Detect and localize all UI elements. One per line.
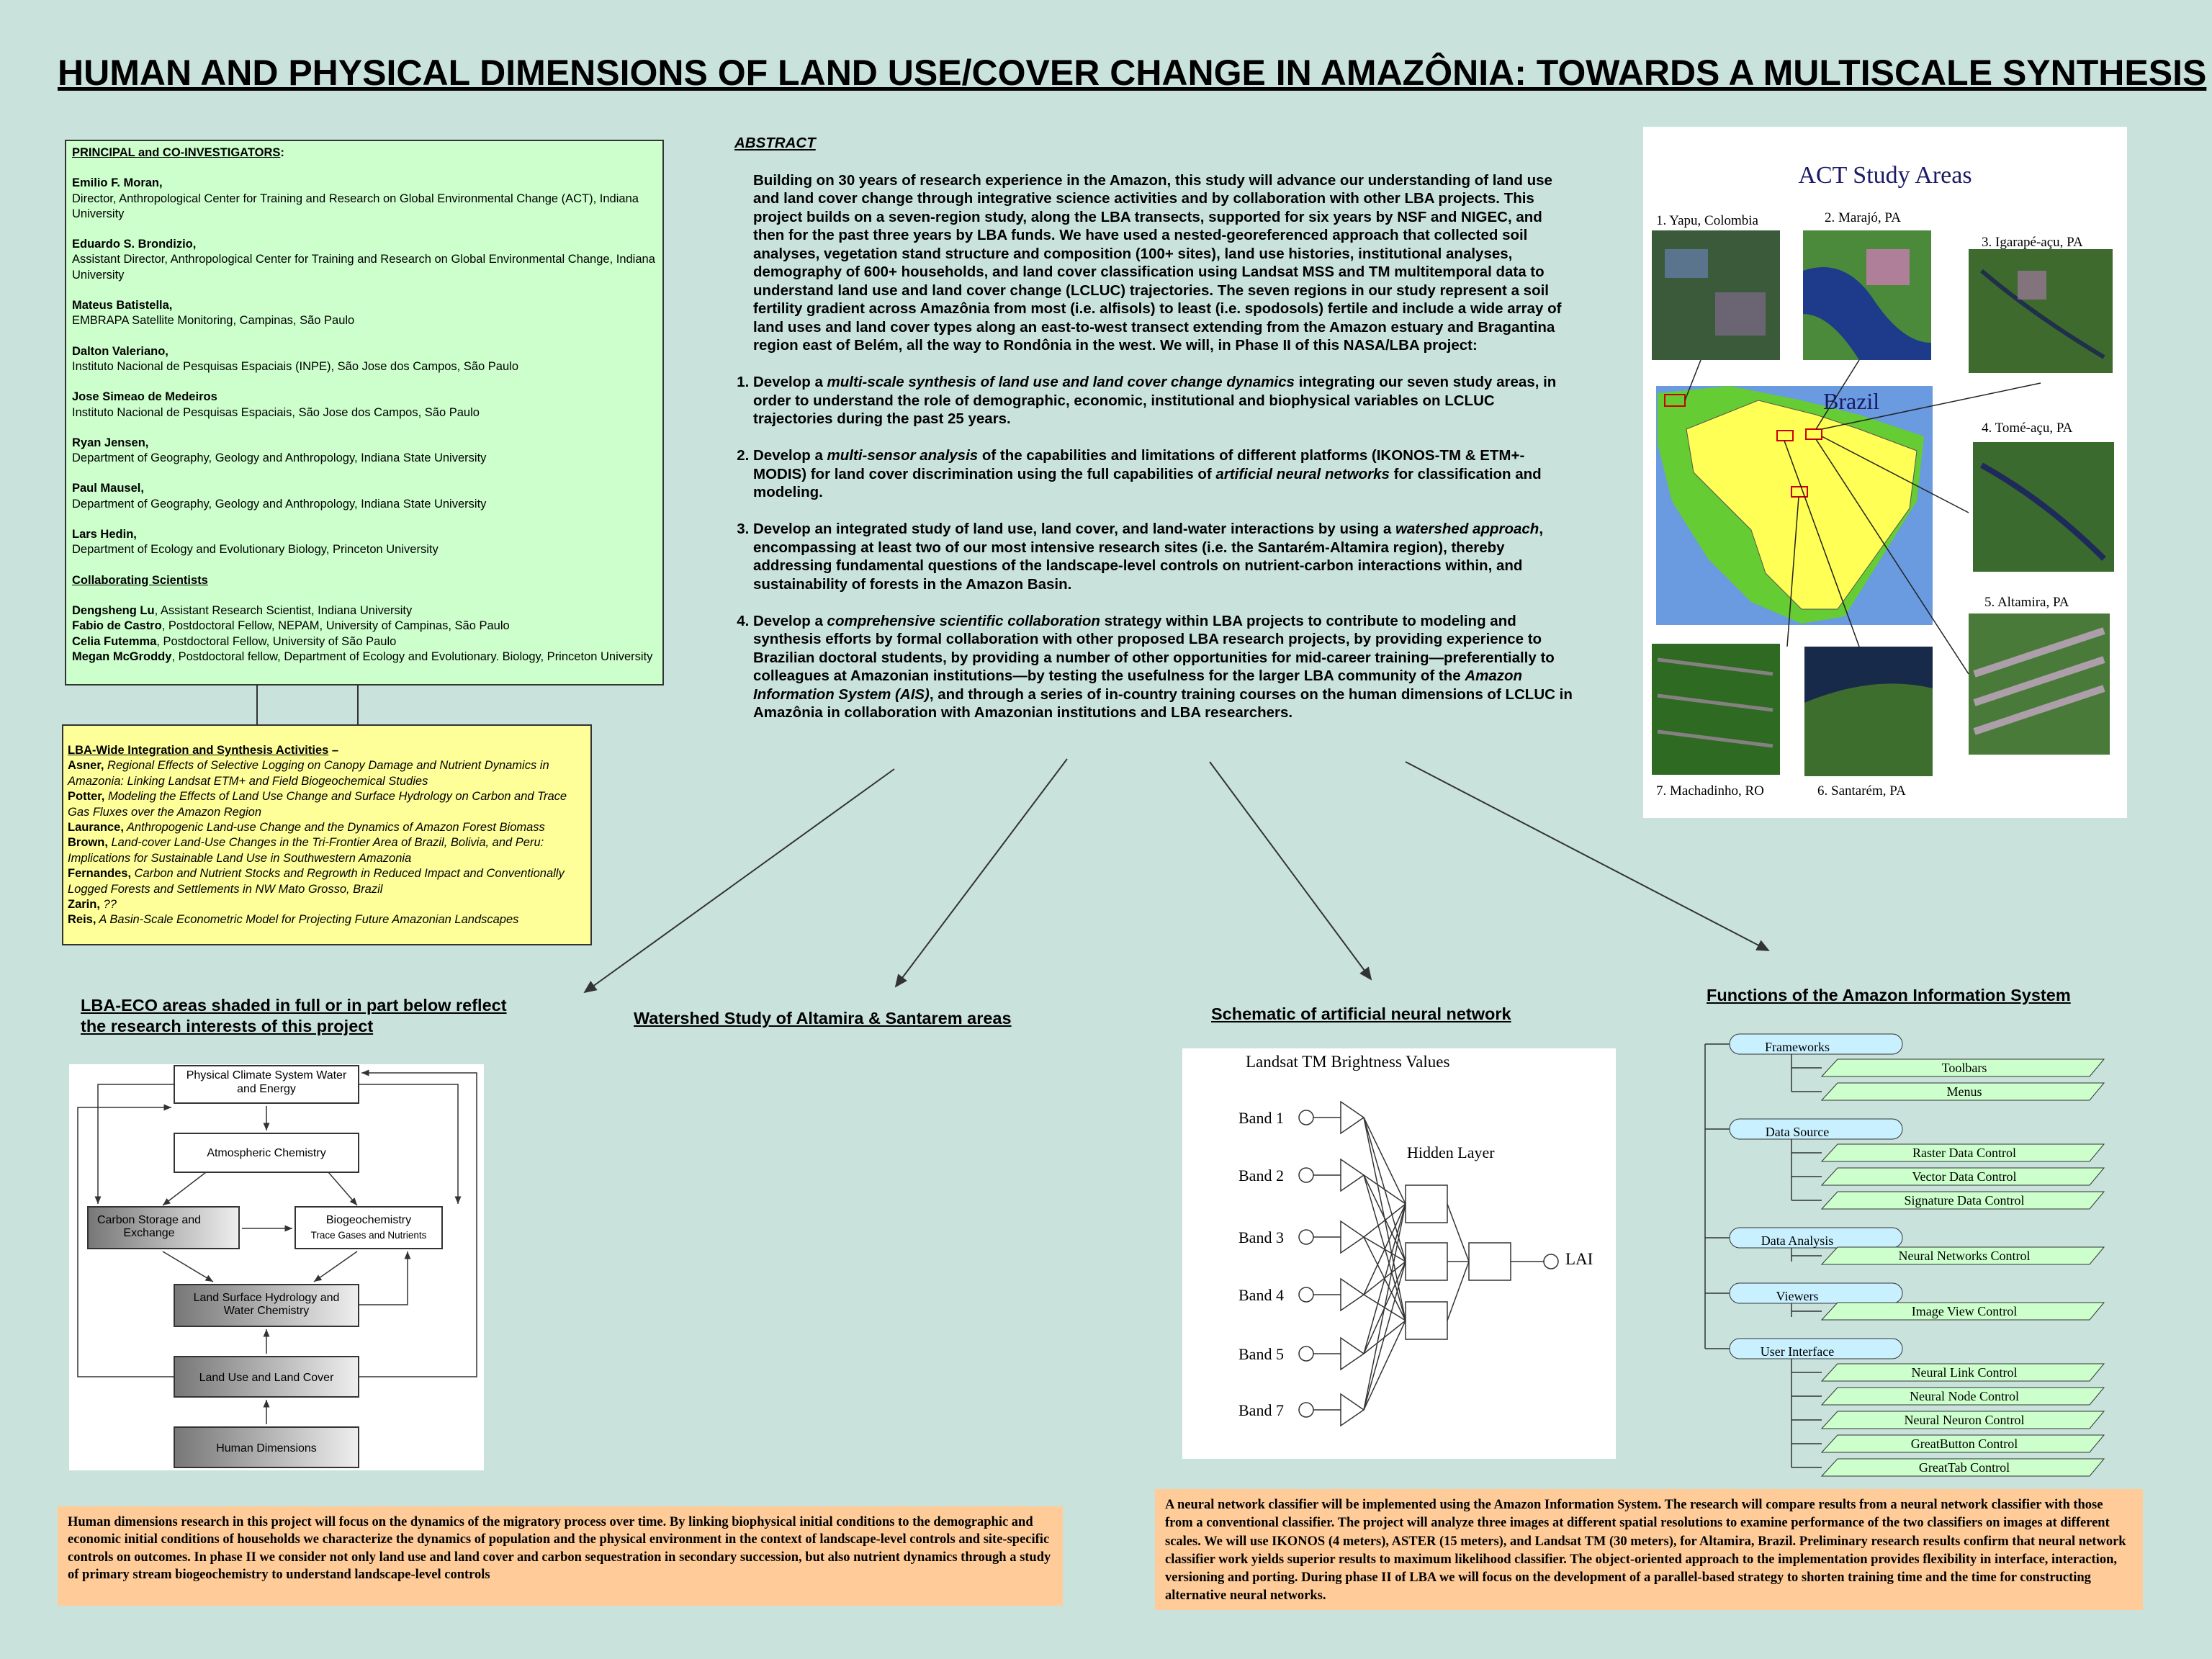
lba-list: [68, 758, 586, 927]
lba-eco-heading: LBA-ECO areas shaded in full or in part below reflect the research interests of this project: [81, 996, 507, 1035]
map-country-label: Brazil: [1823, 388, 1880, 414]
lba-item-title: Land-cover Land-Use Changes in the Tri-Frontier Area of Brazil, Bolivia, and Peru: Implications for Sustainable Land Use in Southwestern Amazonia: [68, 836, 544, 865]
arrow-to-ann: [1210, 762, 1371, 979]
ann-band-label: Band 7: [1238, 1401, 1284, 1419]
lba-synthesis-box: [62, 724, 592, 945]
goal-emphasis: watershed approach: [1395, 521, 1539, 537]
lba-eco-diagram: [69, 1064, 484, 1470]
node-biogeochemistry-label: Biogeochemistry: [325, 1214, 412, 1226]
goal-emphasis: Amazon Information System (AIS): [753, 667, 1523, 703]
ann-input-unit: [1341, 1279, 1364, 1310]
node-atmospheric-chemistry-label: Atmospheric Chemistry: [207, 1147, 326, 1159]
goal-text: , encompassing at least two of our most intensive research sites (i.e. the Santarém-Altamira region), thereby addressing fundamental questions of the landscape-level controls on nutrient-carbon interactions within, and sustainability of forests in the Amazon Basin.: [753, 521, 1544, 593]
site-image-igarape-acu: [1969, 249, 2113, 373]
collaborator-affiliation: , Assistant Research Scientist, Indiana University: [154, 603, 413, 617]
lba-item: [68, 835, 586, 866]
lba-item-title: Carbon and Nutrient Stocks and Regrowth in Reduced Impact and Conventionally Logged Forests and Settlements in NW Mato Grosso, Brazil: [68, 867, 565, 896]
investigator-name: Emilio F. Moran,: [72, 176, 163, 190]
ais-control-label: GreatButton Control: [1910, 1437, 2018, 1451]
ais-group-label: Data Analysis: [1761, 1233, 1834, 1248]
lba-item: [68, 897, 586, 912]
ais-group-label: Viewers: [1776, 1289, 1819, 1303]
investigator-name: Jose Simeao de Medeiros: [72, 390, 217, 404]
lba-heading: LBA-Wide Integration and Synthesis Activities: [68, 744, 329, 757]
ann-hidden-node: [1406, 1243, 1447, 1280]
investigators-box: PRINCIPAL and CO-INVESTIGATORS: Emilio F. Moran, Director, Anthropological Center for Training and Research on Global Environmental Change (ACT), Indiana University Eduardo S. Brondizio, Assistant Director, Anthropological Center for Training and Research on Global Environmental Change, Indiana University Mateus Batistella, EMBRAPA Satellite Monitoring, Campinas, São Paulo Dalton Valeriano, Instituto Nacional de Pesquisas Espaciais (INPE), São Jose dos Campos, São Paulo Jose Simeao de Medeiros Instituto Nacional de Pesquisas Espaciais, São Jose dos Campos, São Paulo Ryan Jensen, Department of Geography, Geology and Anthropology, Indiana State University Paul Mausel, Department of Geography, Geology and Anthropology, Indiana State University Lars Hedin, Department of Ecology and Evolutionary Biology, Princeton University Collaborating Scientists Dengsheng Lu, Assistant Research Scientist, Indiana University Fabio de Castro, Postdoctoral Fellow, NEPAM, University of Campinas, São Paulo Celia Futemma, Postdoctoral Fellow, University of São Paulo Megan McGroddy, Postdoctoral fellow, Department of Ecology and Evolutionary. Biology, Princeton University: [65, 140, 664, 685]
ann-input-unit: [1341, 1159, 1364, 1191]
arrow-to-watershed: [896, 759, 1067, 986]
lba-item-author: Asner,: [68, 759, 104, 773]
arrow-to-lba-eco: [585, 769, 894, 992]
investigator-name: Mateus Batistella,: [72, 299, 173, 313]
lba-item-title: ??: [99, 898, 117, 912]
ais-group-label: Data Source: [1765, 1125, 1830, 1139]
lba-item: [68, 820, 586, 835]
goal-text: , and through a series of in-country training courses on the human dimensions of LCLUC in Amazônia in collaboration with Amazonian institutions and LBA researchers.: [753, 685, 1573, 721]
ais-control-label: GreatTab Control: [1918, 1460, 2010, 1475]
ann-input-unit: [1341, 1221, 1364, 1253]
ann-input-unit: [1341, 1338, 1364, 1370]
ann-hidden-node: [1406, 1185, 1447, 1223]
lba-item-title: Anthropogenic Land-use Change and the Dynamics of Amazon Forest Biomass: [123, 821, 545, 835]
lba-item-author: Laurance,: [68, 821, 124, 835]
ann-hidden-node: [1406, 1302, 1447, 1339]
node-human-dimensions-label: Human Dimensions: [216, 1442, 317, 1455]
investigator-affiliation: Instituto Nacional de Pesquisas Espaciais, São Jose dos Campos, São Paulo: [72, 405, 480, 419]
ais-control-label: Signature Data Control: [1904, 1193, 2025, 1208]
ann-diagram: [1182, 1048, 1616, 1459]
watershed-heading: Watershed Study of Altamira & Santarem areas: [634, 1009, 1012, 1028]
collaborator-name: Fabio de Castro: [72, 619, 162, 633]
lba-item: [68, 866, 586, 897]
collaborators-heading: Collaborating Scientists: [72, 573, 208, 587]
goal-emphasis: multi-scale synthesis of land use and land cover change dynamics: [827, 374, 1295, 390]
abstract-goal: [753, 612, 1577, 722]
node-physical-climate-label: Physical Climate System Water and Energy: [186, 1069, 347, 1095]
ann-output-node: [1469, 1243, 1511, 1280]
lba-item-author: Potter,: [68, 790, 105, 804]
goal-emphasis: multi-sensor analysis: [827, 447, 979, 464]
ais-control-label: Neural Node Control: [1910, 1389, 2019, 1403]
lba-heading-suffix: –: [328, 744, 339, 757]
ais-group-label: User Interface: [1760, 1344, 1835, 1359]
ais-control-label: Menus: [1946, 1084, 1982, 1099]
investigator-name: Paul Mausel,: [72, 482, 144, 495]
abstract-intro: Building on 30 years of research experience in the Amazon, this study will advance our understanding of land use and land cover change through integrative science activities and by collaboration with other LBA projects. This project builds on a seven-region study, along the LBA transects, supported for six years by NSF and NIGEC, and then for the past three years by LBA funds. We have used a nested-georeferenced approach that collected soil analyses, vegetation stand structure and composition (100+ sites), land use histories, institutional analyses, demography of 600+ households, and land cover classification using Landsat MSS and TM multitemporal data to understand land use and land cover change (LCLUC) trajectories. The seven regions in our study represent a soil fertility gradient across Amazônia from most (i.e. alfisols) to least (i.e. spodosols) fertile and include a wide array of land uses and land cover types along an east-to-west transect extending from the Amazon estuary and Bragantina region east of Belém, all the way to Rondônia in the west. We will, in Phase II of this NASA/LBA project:: [753, 171, 1562, 354]
ais-control-label: Neural Neuron Control: [1904, 1413, 2025, 1427]
goal-text: strategy within LBA projects to contribute to modeling and synthesis efforts by formal collaboration with other proposed LBA research projects, by providing experience to Brazilian doctoral students, by providing a number of other opportunities for mid-career training—preferentially to colleagues at Amazonian institutions—by testing the usefulness for the larger LBA community of the: [753, 612, 1555, 684]
collaborator-affiliation: , Postdoctoral Fellow, University of São Paulo: [156, 634, 397, 648]
abstract-goal: [753, 446, 1577, 502]
ais-control-label: Toolbars: [1941, 1061, 1987, 1075]
investigator-affiliation: EMBRAPA Satellite Monitoring, Campinas, São Paulo: [72, 314, 355, 328]
human-dimensions-text: Human dimensions research in this project will focus on the dynamics of the migratory process over time. By linking biophysical initial conditions to the demographic and economic initial conditions of households we characterize the dynamics of population and the physical environment in the context of landscape-level controls and site-specific controls on outcomes. In phase II we consider not only land use and land cover and carbon sequestration in secondary succession, but also nutrient dynamics through a study of primary stream biogeochemistry to understand landscape-level controls: [58, 1506, 1063, 1606]
site-label: 4. Tomé-açu, PA: [1982, 421, 2073, 436]
ann-input-node: [1299, 1346, 1313, 1361]
map-title: ACT Study Areas: [1798, 162, 1972, 189]
node-biogeochemistry-sublabel: Trace Gases and Nutrients: [310, 1230, 427, 1241]
lba-item: [68, 912, 586, 927]
ais-control-label: Raster Data Control: [1912, 1146, 2016, 1160]
ann-band-label: Band 2: [1238, 1166, 1284, 1184]
site-label: 1. Yapu, Colombia: [1656, 213, 1758, 228]
goal-text: Develop a: [753, 374, 827, 390]
investigator-affiliation: Assistant Director, Anthropological Center for Training and Research on Global Environmental Change, Indiana University: [72, 253, 655, 282]
ann-output-label: LAI: [1565, 1250, 1593, 1268]
lba-item-title: Modeling the Effects of Land Use Change and Surface Hydrology on Carbon and Trace Gas Fluxes over the Amazon Region: [68, 790, 567, 819]
study-areas-map: [1643, 127, 2127, 818]
investigator-affiliation: Instituto Nacional de Pesquisas Espaciais (INPE), São Jose dos Campos, São Paulo: [72, 359, 518, 373]
site-label: 7. Machadinho, RO: [1656, 783, 1764, 799]
lba-item-title: A Basin-Scale Econometric Model for Projecting Future Amazonian Landscapes: [96, 913, 519, 927]
lba-item-author: Reis,: [68, 913, 96, 927]
ann-output-circle: [1544, 1254, 1558, 1269]
poster-title: HUMAN AND PHYSICAL DIMENSIONS OF LAND USE/COVER CHANGE IN AMAZÔNIA: TOWARDS A MULTISCALE SYNTHESIS: [58, 53, 2207, 93]
investigator-affiliation: Department of Ecology and Evolutionary Biology, Princeton University: [72, 543, 439, 557]
ais-heading: Functions of the Amazon Information System: [1707, 986, 2071, 1004]
site-label: 5. Altamira, PA: [1984, 595, 2069, 610]
goal-emphasis: comprehensive scientific collaboration: [827, 612, 1100, 629]
node-biogeochemistry: [295, 1207, 442, 1249]
goal-emphasis: artificial neural networks: [1215, 465, 1390, 482]
ann-input-unit: [1341, 1102, 1364, 1133]
investigator-name: Dalton Valeriano,: [72, 344, 168, 358]
ann-heading: Schematic of artificial neural network: [1211, 1004, 1511, 1023]
abstract-goals: [734, 373, 1577, 722]
ann-band-label: Band 5: [1238, 1345, 1284, 1363]
abstract-goal: [753, 520, 1577, 593]
site-label: 2. Marajó, PA: [1825, 210, 1901, 225]
lba-item-title: Regional Effects of Selective Logging on Canopy Damage and Nutrient Dynamics in Amazonia: Linking Landsat ETM+ and Field Biogeochemical Studies: [68, 759, 549, 788]
collaborator-name: Megan McGroddy: [72, 649, 172, 663]
goal-text: for classification and modeling.: [753, 465, 1542, 500]
investigator-affiliation: Department of Geography, Geology and Anthropology, Indiana State University: [72, 497, 487, 511]
ann-input-node: [1299, 1110, 1313, 1125]
ais-group-label: Frameworks: [1765, 1040, 1830, 1054]
ann-band-label: Band 4: [1238, 1286, 1284, 1304]
site-label: 3. Igarapé-açu, PA: [1982, 235, 2083, 250]
lba-item-author: Brown,: [68, 836, 108, 850]
ais-tree: [1696, 1027, 2114, 1475]
goal-text: Develop an integrated study of land use, land cover, and land-water interactions by using a: [753, 521, 1395, 537]
investigator-affiliation: Department of Geography, Geology and Anthropology, Indiana State University: [72, 451, 487, 465]
lba-item: [68, 758, 586, 789]
abstract-goal: [753, 373, 1577, 428]
collaborator-name: Celia Futemma: [72, 634, 157, 648]
investigator-name: Eduardo S. Brondizio,: [72, 238, 197, 251]
collaborator-affiliation: , Postdoctoral fellow, Department of Ecology and Evolutionary. Biology, Princeton University: [171, 649, 653, 663]
ann-input-node: [1299, 1403, 1313, 1417]
goal-text: of the capabilities and limitations of different platforms (IKONOS-TM & ETM+-MODIS) for land cover discrimination using the full capabilities of: [753, 447, 1525, 482]
abstract-heading: ABSTRACT: [734, 135, 816, 151]
ann-input-node: [1299, 1230, 1313, 1244]
node-hydrology-label: Land Surface Hydrology and Water Chemistry: [193, 1292, 340, 1317]
investigator-name: Lars Hedin,: [72, 528, 137, 541]
study-areas-figure: [1643, 127, 2127, 818]
ais-control-label: Image View Control: [1911, 1304, 2018, 1318]
investigator-affiliation: Director, Anthropological Center for Training and Research on Global Environmental Change (ACT), Indiana University: [72, 192, 639, 220]
ais-control-label: Neural Networks Control: [1898, 1249, 2031, 1263]
node-carbon-storage-label: Carbon Storage and Exchange: [96, 1214, 202, 1239]
lba-item-author: Fernandes,: [68, 867, 132, 881]
ann-input-node: [1299, 1168, 1313, 1182]
lba-item-author: Zarin,: [68, 898, 100, 912]
investigator-name: Ryan Jensen,: [72, 436, 149, 449]
neural-network-text: A neural network classifier will be implemented using the Amazon Information System. The research will compare results from a neural network classifier with those from a conventional classifier. The project will analyze three images at different spatial resolutions to examine performance of the two classifiers on images at different scales. We will use IKONOS (4 meters), ASTER (15 meters), and Landsat TM (30 meters), for Altamira, Brazil. Preliminary research results confirm that neural network classifier work yields superior results to maximum likelihood classifier. The object-oriented approach to the implementation provides flexibility in interface, interaction, versioning and porting. During phase II of LBA we will focus on the development of a parallel-based strategy to shorten training time and the time for constructing alternative neural networks.: [1155, 1489, 2143, 1610]
goal-text: Develop a: [753, 447, 827, 464]
ann-hidden-label: Hidden Layer: [1407, 1143, 1495, 1161]
site-label: 6. Santarém, PA: [1817, 783, 1906, 799]
goal-text: integrating our seven study areas, in order to understand the role of demographic, economic, institutional and biophysical variables on LCLUC trajectories during the past 25 years.: [753, 374, 1557, 427]
lba-item: [68, 789, 586, 820]
node-land-use-label: Land Use and Land Cover: [199, 1372, 334, 1384]
ann-band-label: Band 3: [1238, 1228, 1284, 1246]
ann-input-unit: [1341, 1394, 1364, 1426]
ann-band-label: Band 1: [1238, 1109, 1284, 1127]
ais-control-label: Vector Data Control: [1912, 1169, 2017, 1184]
collaborator-name: Dengsheng Lu: [72, 603, 155, 617]
ann-input-node: [1299, 1287, 1313, 1302]
collaborator-affiliation: , Postdoctoral Fellow, NEPAM, University of Campinas, São Paulo: [161, 619, 510, 633]
ais-control-label: Neural Link Control: [1911, 1365, 2018, 1380]
investigators-heading: PRINCIPAL and CO-INVESTIGATORS: [72, 146, 281, 159]
goal-text: Develop a: [753, 612, 827, 629]
ann-title: Landsat TM Brightness Values: [1246, 1053, 1450, 1071]
abstract: [734, 134, 1577, 740]
